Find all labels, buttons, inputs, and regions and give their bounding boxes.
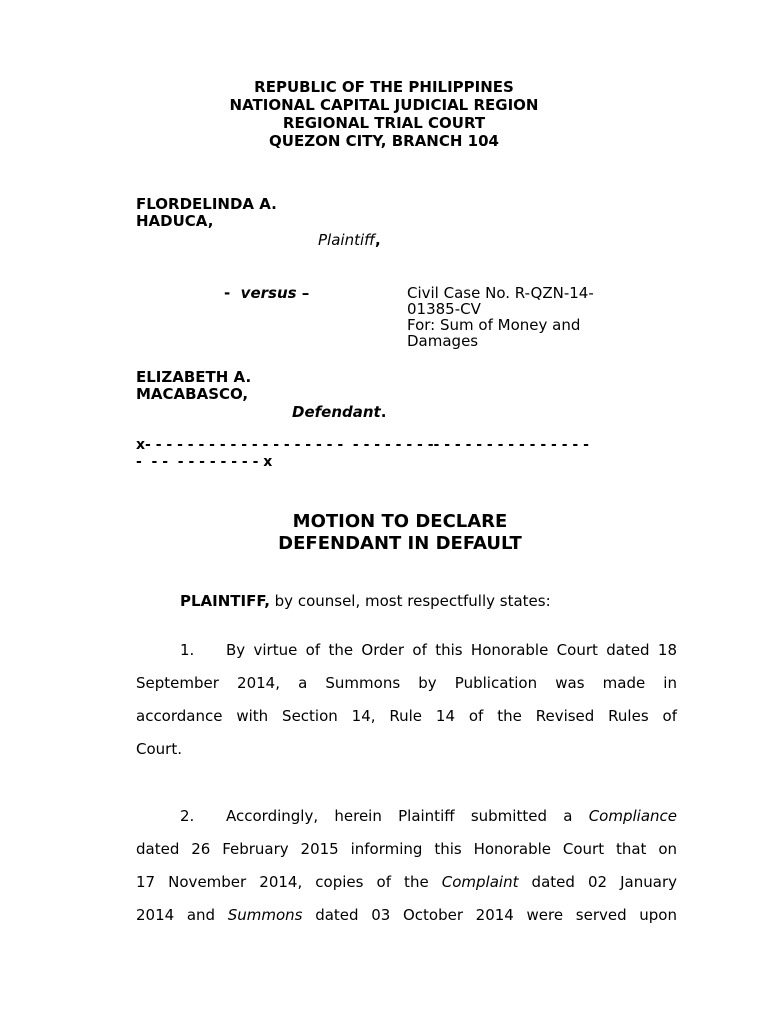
versus-dash-right: – [296,284,310,302]
paragraph-2-compliance: Compliance [588,807,677,825]
caption-separator-line2: - - - - - - - - - - - x [136,454,273,470]
motion-title-line1: MOTION TO DECLARE [292,511,508,532]
defendant-role-text: Defendant [292,403,381,421]
paragraph-1-number: 1. [180,641,195,659]
paragraph-2-line3-b: dated 02 January [518,873,677,891]
header-region: NATIONAL CAPITAL JUDICIAL REGION [229,96,539,114]
intro-party: PLAINTIFF, [180,592,270,610]
paragraph-1-line1-text: By virtue of the Order of this Honorable Court dated 18 [226,641,677,659]
plaintiff-name-line1: FLORDELINDA A. [136,195,277,213]
paragraph-2 [136,800,677,932]
paragraph-1-line4: Court. [136,740,182,758]
paragraph-2-complaint: Complaint [441,873,519,891]
defendant-name-line2: MACABASCO, [136,385,249,403]
paragraph-2-number: 2. [180,807,195,825]
versus-text: versus [240,284,297,302]
header-republic: REPUBLIC OF THE PHILIPPINES [254,78,514,96]
paragraph-2-line4-b: dated 03 October 2014 were served upon [302,906,677,924]
case-number-line2: 01385-CV [407,300,481,318]
paragraph-2-line4 [136,899,677,932]
defendant-role-period: . [380,403,387,421]
case-nature-line1: For: Sum of Money and [407,316,581,334]
plaintiff-role-text: Plaintiff [318,231,375,249]
defendant-name-line1: ELIZABETH A. [136,368,252,386]
paragraph-2-line4-a: 2014 and [136,906,228,924]
header-court: REGIONAL TRIAL COURT [282,114,486,132]
paragraph-1-line1 [136,634,677,667]
case-nature-line2: Damages [407,332,479,350]
header-branch: QUEZON CITY, BRANCH 104 [269,132,499,150]
paragraph-1 [136,634,677,766]
versus-dash-left: - [224,284,241,302]
paragraph-2-line3 [136,866,677,899]
paragraph-1-line3: accordance with Section 14, Rule 14 of the Revised Rules of [136,707,677,725]
versus-label [224,285,309,302]
paragraph-1-line2: September 2014, a Summons by Publication was made in [136,674,677,692]
intro-text: by counsel, most respectfully states: [269,592,551,610]
caption-separator-line1: x- - - - - - - - - - - - - - - - - - - - - - - - - - -- - - - - - - - - - - - - - - [136,437,589,453]
paragraph-2-line1 [136,800,677,833]
case-number-line1: Civil Case No. R-QZN-14- [407,284,594,302]
intro-line [180,592,551,610]
paragraph-2-line2: dated 26 February 2015 informing this Honorable Court that on [136,840,677,858]
plaintiff-role-comma: , [374,231,381,249]
paragraph-2-line3-a: 17 November 2014, copies of the [136,873,442,891]
paragraph-2-line1-text: Accordingly, herein Plaintiff submitted a [226,807,589,825]
plaintiff-name-line2: HADUCA, [136,212,214,230]
defendant-role [292,404,386,421]
paragraph-2-summons: Summons [227,906,303,924]
motion-title-line2: DEFENDANT IN DEFAULT [278,533,522,554]
plaintiff-role [318,232,381,249]
